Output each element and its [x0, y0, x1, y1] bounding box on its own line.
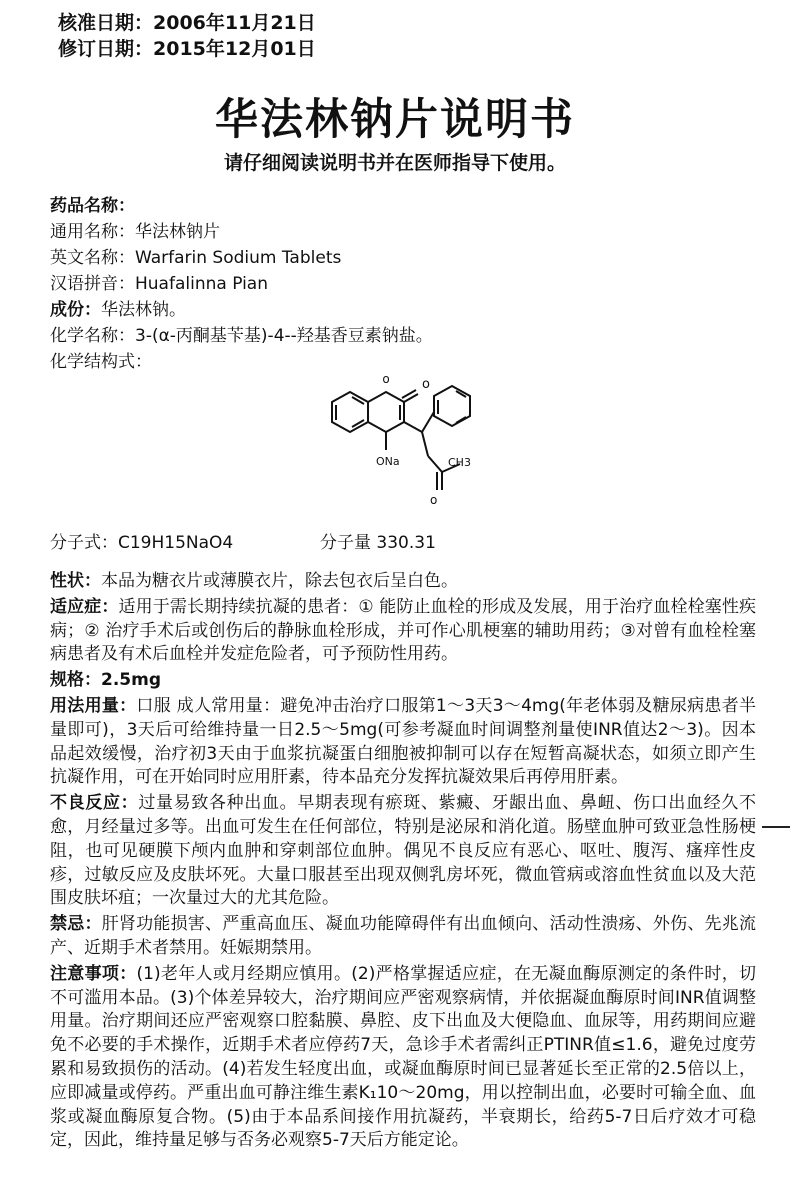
svg-text:o: o — [422, 377, 430, 392]
pinyin-name: 汉语拼音：Huafalinna Pian — [50, 274, 268, 294]
mw-value: 330.31 — [376, 533, 436, 553]
svg-text:o: o — [382, 372, 390, 386]
drug-info — [50, 193, 433, 375]
composition-value: 华法林钠。 — [101, 300, 186, 320]
formula-value: C19H15NaO4 — [118, 533, 234, 553]
instruction-sections — [50, 570, 756, 1155]
header-dates — [58, 10, 316, 62]
page-edge-mark — [762, 826, 790, 828]
section-properties: 性状：本品为糖衣片或薄膜衣片，除去包衣后呈白色。 — [50, 571, 458, 591]
chemical-name: 化学名称：3-(α-丙酮基苄基)-4--羟基香豆素钠盐。 — [50, 326, 433, 346]
document-title: 华法林钠片说明书 — [215, 95, 575, 145]
document-subtitle: 请仔细阅读说明书并在医师指导下使用。 — [223, 152, 566, 174]
section-specification: 规格：2.5mg — [50, 670, 161, 691]
composition — [50, 297, 433, 323]
ch3-label: CH3 — [448, 456, 471, 469]
molecular-weight — [320, 528, 436, 553]
section-indications: 适应症：适用于需长期持续抗凝的患者：① 能防止血栓的形成及发展，用于治疗血栓栓塞性疾病；② 治疗手术后或创伤后的静脉血栓形成，并可作心肌梗塞的辅助用药；③对曾有血栓栓塞病患者及有术后血栓并发症危险者，可予预防性用药。 — [50, 596, 756, 665]
molecular-info — [50, 528, 436, 553]
generic-name: 通用名称：华法林钠片 — [50, 222, 220, 242]
svg-text:o: o — [430, 493, 438, 507]
structure-label: 化学结构式： — [50, 352, 152, 372]
chemical-structure-diagram — [300, 372, 500, 507]
mw-label: 分子量 — [320, 533, 371, 553]
section-contraindications: 禁忌：肝肾功能损害、严重高血压、凝血功能障碍伴有出血倾向、活动性溃疡、外伤、先兆流产、近期手术者禁用。妊娠期禁用。 — [50, 914, 757, 958]
english-name: 英文名称：Warfarin Sodium Tablets — [50, 248, 342, 268]
section-adverse-reactions: 不良反应：过量易致各种出血。早期表现有瘀斑、紫癜、牙龈出血、鼻衄、伤口出血经久不愈，月经量过多等。出血可发生在任何部位，特别是泌尿和消化道。肠壁血肿可致亚急性肠梗阻，也可见硬膜下颅内血肿和穿刺部位血肿。偶见不良反应有恶心、呕吐、腹泻、瘙痒性皮疹，过敏反应及皮肤坏死。大量口服甚至出现双侧乳房坏死，微血管病或溶血性贫血以及大范围皮肤坏疽；一次量过大的尤其危险。 — [50, 793, 757, 909]
approval-date: 核准日期：2006年11月21日 — [58, 12, 316, 34]
drug-name-heading: 药品名称： — [50, 196, 135, 216]
composition-label: 成份： — [50, 300, 101, 320]
formula-label: 分子式： — [50, 533, 118, 553]
revision-date: 修订日期：2015年12月01日 — [58, 38, 316, 60]
ona-label: ONa — [376, 455, 400, 468]
section-dosage: 用法用量：口服 成人常用量：避免冲击治疗口服第1～3天3～4mg(年老体弱及糖尿病患者半量即可)，3天后可给维持量一日2.5～5mg(可参考凝血时间调整剂量使INR值达2～3)。因本品起效缓慢，治疗初3天由于血浆抗凝蛋白细胞被抑制可以存在短暂高凝状态，如须立即产生抗凝作用，可在开始同时应用肝素，待本品充分发挥抗凝效果后再停用肝素。 — [50, 695, 756, 788]
section-precautions: 注意事项：(1)老年人或月经期应慎用。(2)严格掌握适应症，在无凝血酶原测定的条件时，切不可滥用本品。(3)个体差异较大，治疗期间应严密观察病情，并依据凝血酶原时间INR值调整用量。治疗期间还应严密观察口腔黏膜、鼻腔、皮下出血及大便隐血、血尿等，用药期间应避免不必要的手术操作，近期手术者应停药7天，急诊手术者需纠正PTINR值≤1.6，避免过度劳累和易致损伤的活动。(4)若发生轻度出血，或凝血酶原时间已显著延长至正常的2.5倍以上，应即减量或停药。严重出血可静注维生素K₁10～20mg，用以控制出血，必要时可输全血、血浆或凝血酶原复合物。(5)由于本品系间接作用抗凝药，半衰期长，给药5-7日后疗效才可稳定，因此，维持量足够与否务必观察5-7天后方能定论。 — [50, 963, 757, 1151]
